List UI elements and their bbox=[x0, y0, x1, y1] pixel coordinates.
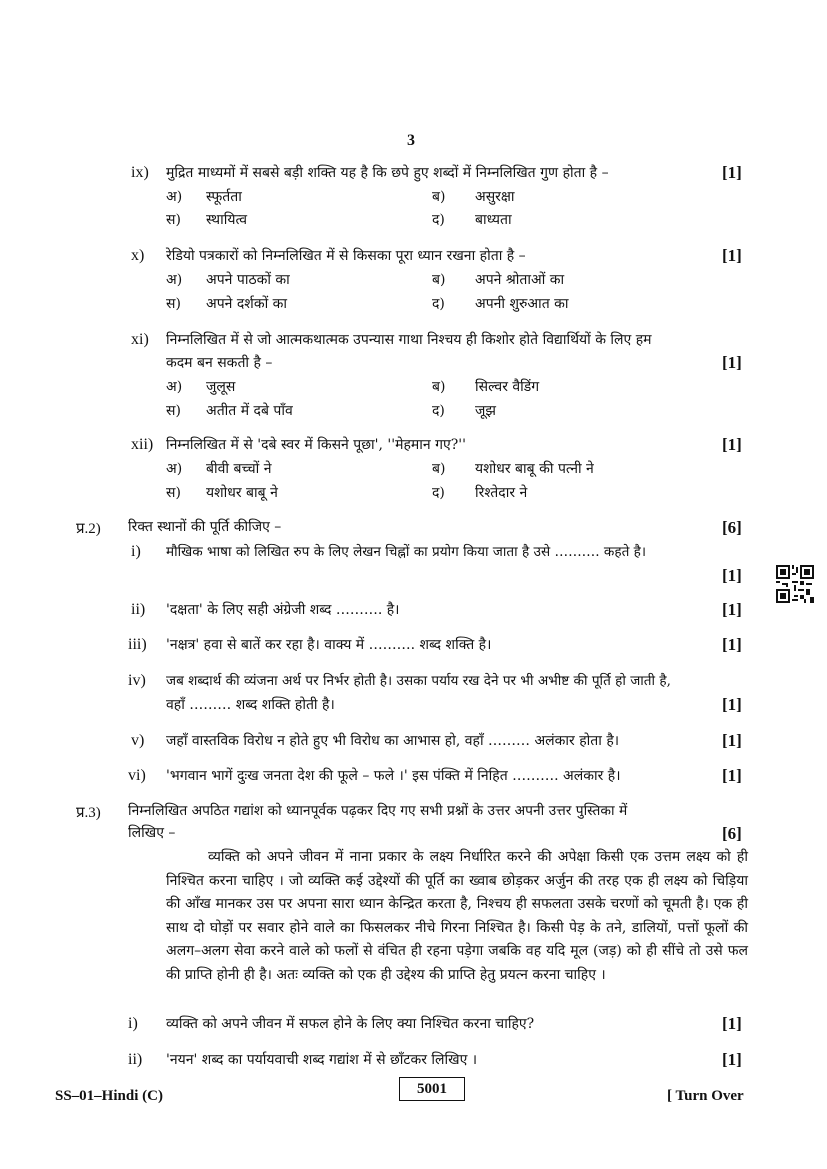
item-number: vi) bbox=[128, 767, 146, 784]
option-text: अपने पाठकों का bbox=[206, 272, 290, 288]
mark: [1] bbox=[722, 435, 742, 454]
item-number: i) bbox=[128, 1015, 138, 1032]
item-text-continued: वहाँ ……… शब्द शक्ति होती है। bbox=[166, 697, 335, 713]
option-label: अ) bbox=[166, 189, 183, 205]
mark: [1] bbox=[722, 766, 742, 785]
option-text: जुलूस bbox=[206, 379, 236, 395]
option-label: ब) bbox=[432, 272, 446, 288]
item-number: ii) bbox=[128, 1051, 143, 1068]
option-label: अ) bbox=[166, 461, 183, 477]
item-text: जब शब्दार्थ की व्यंजना अर्थ पर निर्भर होती है। उसका पर्याय रख देने पर भी अभीष्ट की पूर्ति हो जाती है, bbox=[166, 673, 671, 689]
mark: [1] bbox=[722, 635, 742, 654]
option-label: द) bbox=[432, 485, 445, 501]
turn-over-label: [ Turn Over bbox=[667, 1088, 744, 1104]
option-label: द) bbox=[432, 296, 445, 312]
item-text: जहाँ वास्तविक विरोध न होते हुए भी विरोध का आभास हो, वहाँ ……… अलंकार होता है। bbox=[166, 733, 620, 749]
item-text: 'दक्षता' के लिए सही अंग्रेजी शब्द ………. है। bbox=[166, 602, 400, 618]
option-text: अपने दर्शकों का bbox=[206, 296, 288, 312]
item-number: xii) bbox=[131, 436, 154, 453]
option-label: अ) bbox=[166, 272, 183, 288]
mark: [1] bbox=[722, 1014, 742, 1033]
item-text: व्यक्ति को अपने जीवन में सफल होने के लिए क्या निश्चित करना चाहिए? bbox=[166, 1016, 535, 1032]
item-number: ix) bbox=[131, 164, 149, 181]
option-label: ब) bbox=[432, 461, 446, 477]
item-number: i) bbox=[131, 543, 141, 560]
option-label: अ) bbox=[166, 379, 183, 395]
option-label: द) bbox=[432, 403, 445, 419]
mark: [6] bbox=[722, 518, 742, 537]
option-text: अपने श्रोताओं का bbox=[475, 272, 565, 288]
option-text: असुरक्षा bbox=[475, 189, 515, 205]
mark: [1] bbox=[722, 731, 742, 750]
item-text: मौखिक भाषा को लिखित रुप के लिए लेखन चिह्नों का प्रयोग किया जाता है उसे ………. कहते है। bbox=[166, 544, 647, 560]
question-number: प्र.2) bbox=[76, 521, 101, 537]
question-text: निम्नलिखित में से 'दबे स्वर में किसने पूछा', ''मेहमान गए?'' bbox=[166, 437, 466, 453]
option-label: स) bbox=[166, 403, 181, 419]
option-label: स) bbox=[166, 296, 181, 312]
question-text: रेडियो पत्रकारों को निम्नलिखित में से किसका पूरा ध्यान रखना होता है – bbox=[166, 248, 526, 264]
item-number: xi) bbox=[131, 331, 149, 348]
option-label: स) bbox=[166, 485, 181, 501]
question-text-continued: कदम बन सकती है – bbox=[166, 355, 273, 371]
item-number: ii) bbox=[131, 601, 146, 618]
item-number: iii) bbox=[128, 636, 147, 653]
mark: [1] bbox=[722, 695, 742, 714]
option-text: यशोधर बाबू की पत्नी ने bbox=[475, 461, 594, 477]
option-text: स्फूर्तता bbox=[206, 189, 242, 205]
question-number: प्र.3) bbox=[76, 805, 101, 821]
mark: [1] bbox=[722, 566, 742, 585]
option-text: बाध्यता bbox=[475, 212, 512, 228]
option-text: यशोधर बाबू ने bbox=[206, 485, 278, 501]
mark: [1] bbox=[722, 246, 742, 265]
question-title-continued: लिखिए – bbox=[128, 825, 176, 841]
mark: [1] bbox=[722, 1050, 742, 1069]
item-text: 'भगवान भागें दुःख जनता देश की फूले – फले ।' इस पंक्ति में निहित ………. अलंकार है। bbox=[166, 768, 621, 784]
question-title: निम्नलिखित अपठित गद्यांश को ध्यानपूर्वक पढ़कर दिए गए सभी प्रश्नों के उत्तर अपनी उत्तर पुस्तिका में bbox=[128, 803, 628, 819]
option-text: स्थायित्व bbox=[206, 212, 247, 228]
passage: व्यक्ति को अपने जीवन में नाना प्रकार के लक्ष्य निर्धारित करने की अपेक्षा किसी एक उत्तम लक्ष्य को ही निश्चित करना चाहिए । जो व्यक्ति कई उद्देश्यों की पूर्ति का ख्वाब छोड़कर अर्जुन की तरह एक ही लक्ष्य को चिड़िया की आँख मानकर उस पर अपना सारा ध्यान केन्द्रित करता है, निश्चय ही सफलता उसके चरणों को चूमती है। एक ही साथ दो घोड़ों पर सवार होने वाले का फिसलकर नीचे गिरना निश्चित है। किसी पेड़ के तने, डालियों, पत्तों फूलों की अलग–अलग सेवा करने वाले को फलों से वंचित ही रहना पड़ेगा जबकि वह यदि मूल (जड़) को ही सींचे तो उसे फल की प्राप्ति होनी ही है। अतः व्यक्ति को एक ही उद्देश्य की प्राप्ति हेतु प्रयत्न करना चाहिए । bbox=[166, 849, 748, 983]
paper-number-box: 5001 bbox=[399, 1077, 465, 1101]
mark: [1] bbox=[722, 163, 742, 182]
item-text: 'नयन' शब्द का पर्यायवाची शब्द गद्यांश में से छाँटकर लिखिए । bbox=[166, 1052, 478, 1068]
item-text: 'नक्षत्र' हवा से बातें कर रहा है। वाक्य में ………. शब्द शक्ति है। bbox=[166, 637, 492, 653]
option-text: अतीत में दबे पाँव bbox=[206, 403, 293, 419]
option-label: ब) bbox=[432, 379, 446, 395]
option-text: रिश्तेदार ने bbox=[475, 485, 528, 501]
question-title: रिक्त स्थानों की पूर्ति कीजिए – bbox=[128, 519, 282, 535]
mark: [1] bbox=[722, 600, 742, 619]
option-text: सिल्वर वैडिंग bbox=[475, 379, 540, 395]
qr-code bbox=[776, 565, 814, 603]
question-text: निम्नलिखित में से जो आत्मकथात्मक उपन्यास गाथा निश्चय ही किशोर होते विद्यार्थियों के लिए हम bbox=[166, 332, 652, 348]
option-text: जूझ bbox=[475, 403, 496, 419]
option-label: द) bbox=[432, 212, 445, 228]
item-number: iv) bbox=[128, 672, 146, 689]
item-number: x) bbox=[131, 247, 145, 264]
mark: [1] bbox=[722, 353, 742, 372]
item-number: v) bbox=[131, 732, 145, 749]
option-label: स) bbox=[166, 212, 181, 228]
paper-code: SS–01–Hindi (C) bbox=[55, 1088, 163, 1104]
option-text: अपनी शुरुआत का bbox=[475, 296, 569, 312]
option-text: बीवी बच्चों ने bbox=[206, 461, 272, 477]
page-number: 3 bbox=[407, 132, 415, 149]
question-text: मुद्रित माध्यमों में सबसे बड़ी शक्ति यह है कि छपे हुए शब्दों में निम्नलिखित गुण होता है – bbox=[166, 165, 609, 181]
option-label: ब) bbox=[432, 189, 446, 205]
mark: [6] bbox=[722, 824, 742, 843]
